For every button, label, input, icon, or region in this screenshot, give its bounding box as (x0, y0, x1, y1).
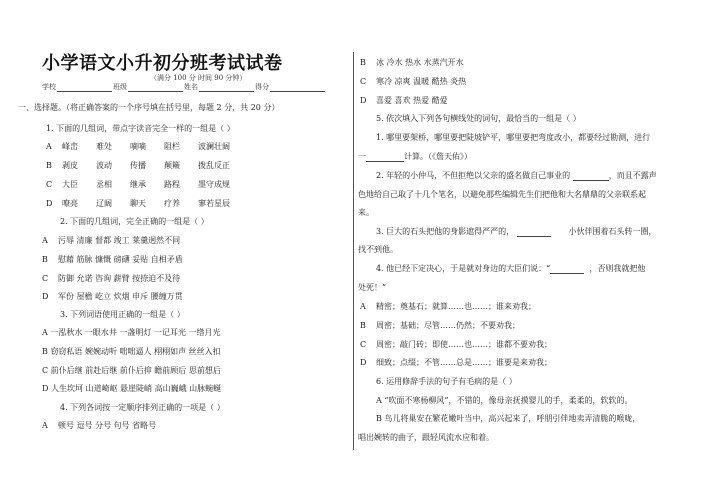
school-blank[interactable] (57, 83, 112, 92)
q5-option-b: B 周密；基础；尽管……仍然；不要劝我； (360, 321, 520, 330)
school-label: 学校 (42, 83, 56, 91)
q3-option-a: A 一泓秋水 一眼水井 一盏明灯 一记耳光 一绺月光 (42, 328, 221, 337)
q5-stem: 5. 依次填入下列各句横线处的词句，最恰当的一组是（ ） (376, 114, 581, 123)
q4-option-d: D 喜爱 喜欢 热爱 酷爱 (360, 96, 448, 105)
q4-option-a: A 顿号 逗号 分号 句号 省略号 (42, 421, 157, 430)
q5-sentence-2-end: 来。 (358, 208, 374, 217)
q3-stem: 3. 下列词语使用正确的一组是（ ） (60, 310, 185, 319)
q1-option-c: C 大臣 丞相 继承 路程 墨守成规 (46, 180, 230, 189)
q1-option-a: A 峰峦 难处 嘀嘀 阻栏 波澜壮阔 (46, 142, 230, 151)
q5-blank-3[interactable] (517, 228, 551, 237)
class-label: 班级 (113, 83, 127, 91)
q3-option-d: D 人生坎坷 山道崎岖 悬崖陡峭 高山巍峨 山脉蜿蜒 (42, 384, 222, 393)
q4-option-c: C 寒冷 凉爽 温暖 酷热 炎热 (360, 77, 467, 86)
column-divider (353, 52, 354, 450)
q2-option-d: D 军份 屋檐 屹立 炊烟 申斥 腰缠万贯 (42, 292, 183, 301)
q5-sentence-3: 3. 巨大的石头把他的身影遮得严严的， 小伙伴围着石头转一圈， (376, 227, 657, 236)
score-label: 得分 (255, 83, 269, 91)
name-blank[interactable] (199, 83, 254, 92)
score-blank[interactable] (270, 83, 325, 92)
q3-option-b: B 窃窃私语 婉婉动听 咄咄逼人 栩栩如声 丝丝入扣 (42, 347, 221, 356)
q5-blank-1[interactable] (366, 153, 404, 162)
q5-blank-4[interactable] (550, 265, 584, 274)
q5-sentence-3-cont: 找不到他。 (358, 245, 398, 254)
q1-option-d: D 嘹亮 辽阔 聊天 疗养 寥若星辰 (46, 199, 230, 208)
q3-option-c: C 前仆后继 前赴后继 前仆后抑 瞻前顾后 思前想后 (42, 366, 221, 375)
q5-sentence-1-cont: 一 计算。（《詹天佑》） (358, 152, 472, 161)
q2-option-b: B 慰藉 筋脉 慷慨 磅礴 妥贴 自相矛盾 (42, 255, 183, 264)
q1-option-b: B 剥皮 波动 传播 颠簸 拨乱反正 (46, 161, 230, 170)
student-info-row (42, 82, 327, 92)
section-1-heading: 一、选择题。（将正确答案的一个序号填在括号里，每题 2 分，共 20 分） (18, 103, 280, 112)
q4-option-b: B 冰 冷水 热水 水蒸汽开水 (360, 58, 464, 67)
q6-option-a: A “吹面不寒杨柳风”，不错的，像母亲抚摸婴儿的手，柔柔的，软软的。 (376, 396, 633, 405)
q2-option-c: C 防御 允诺 咨询 薪臂 按捺迫不及待 (42, 274, 181, 283)
q6-option-b: B 鸟儿将巢安在繁花嫩叶当中，高兴起来了，呼朋引伴地卖弄清脆的喉咙， (376, 414, 641, 423)
q2-stem: 2. 下面的几组词，完全正确的一组是（ ） (60, 217, 209, 226)
q5-option-c: C 周密；敲门砖；即使……也……；谁都不要劝我； (360, 340, 552, 349)
class-blank[interactable] (128, 83, 183, 92)
q5-option-a: A 精密；奠基石；就算……也……；谁来劝我； (360, 302, 536, 311)
q5-option-d: D 细致；点缀；不管……总是……；谁要是来劝我； (360, 358, 552, 367)
q2-option-a: A 污辱 清廉 督都 竣工 莱羹迥然不同 (42, 236, 181, 245)
q6-option-b-cont: 唱出婉转的曲子，跟轻风流水应和着。 (358, 433, 494, 442)
q5-blank-2[interactable] (573, 172, 609, 181)
q5-sentence-4-cont: 处死！” (358, 283, 387, 292)
name-label: 姓名 (184, 83, 198, 91)
q5-sentence-4: 4. 他已经下定决心，于是就对身边的大臣们说：“ ，否则我就把他 (376, 264, 646, 273)
exam-subtitle: （满分 100 分 时间 90 分钟） (150, 74, 247, 82)
q5-sentence-2-cont: 色地给自己取了十几个笔名，以避免那些编辑先生们把他和大名鼎鼎的父亲联系起 (358, 190, 646, 199)
q5-sentence-1: 1. 哪里要架桥，哪里要把陡坡铲平，哪里要把弯度改小，都要经过勘测，进行 (376, 133, 651, 142)
exam-title: 小学语文小升初分班考试试卷 (42, 53, 283, 74)
q1-stem: 1. 下面的几组词，带点字读音完全一样的一组是（ ） (46, 124, 235, 133)
q4-stem: 4. 下列各词按一定顺序排列正确的一项是（ ） (60, 403, 225, 412)
q6-stem: 6. 运用修辞手法的句子有毛病的是（ ） (376, 377, 517, 386)
q5-sentence-2: 2. 年轻的小仲马，不但拒绝以父亲的盛名做自己事业的 ，而且不露声 (376, 171, 657, 180)
